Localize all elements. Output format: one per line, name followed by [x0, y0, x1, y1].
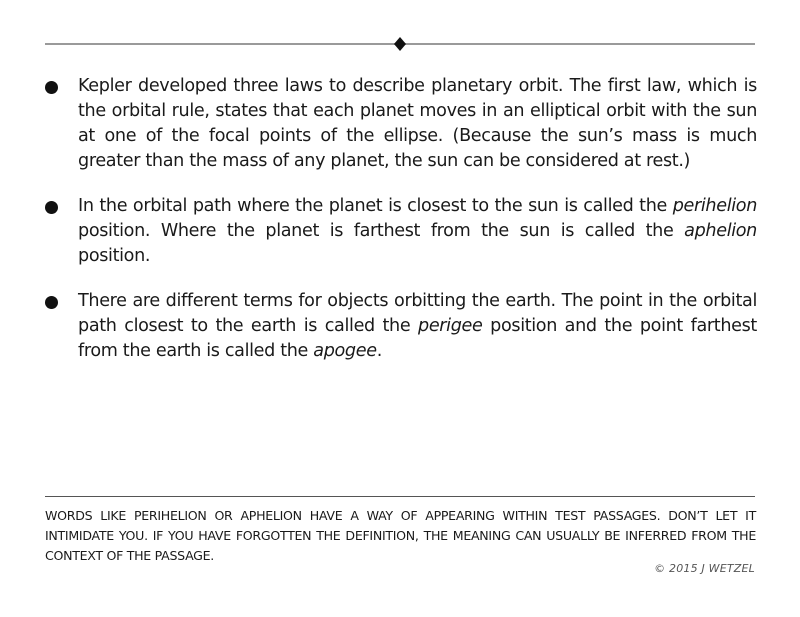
bullet-item-kepler-laws — [45, 74, 757, 174]
bullet-text: . — [376, 341, 382, 361]
footnote-divider-rule — [45, 496, 755, 497]
bullet-dot-icon — [45, 201, 58, 214]
bullet-item-perihelion-aphelion — [45, 194, 757, 269]
term-perihelion: perihelion — [672, 196, 757, 216]
bullet-text: position. Where the planet is farthest from the sun is called the — [78, 221, 685, 241]
bullet-text: In the orbital path where the planet is closest to the sun is called the — [78, 196, 673, 216]
bullet-text: There are different terms for objects orbitting the earth. The point in the orbital path closest to the earth is called the — [78, 291, 757, 336]
copyright-notice: © 2015 J WETZEL — [654, 562, 755, 575]
bullet-text: Kepler developed three laws to describe planetary orbit. The first law, which is the orbital rule, states that each planet moves in an elliptical orbit with the sun at one of the focal points of the ellipse. (Because the sun’s mass is much greater than the mass of any planet, the sun can be considered at rest.) — [78, 76, 757, 171]
term-apogee: apogee — [313, 341, 377, 361]
diamond-ornament-icon — [394, 37, 406, 51]
bullet-text: position. — [78, 246, 151, 266]
bullet-list — [45, 74, 757, 384]
bullet-item-perigee-apogee — [45, 289, 757, 364]
bullet-dot-icon — [45, 296, 58, 309]
term-perigee: perigee — [418, 316, 483, 336]
footnote-text: WORDS LIKE PERIHELION OR APHELION HAVE A WAY OF APPEARING WITHIN TEST PASSAGES. DON’T LET IT INTIMIDATE YOU. IF YOU HAVE FORGOTTEN THE DEFINITION, THE MEANING CAN USUALLY BE INFERRED FROM THE CONTEXT OF THE PASSAGE. — [45, 508, 756, 563]
term-aphelion: aphelion — [684, 221, 757, 241]
bullet-text: position and the point farthest from the earth is called the — [78, 316, 757, 361]
bullet-dot-icon — [45, 81, 58, 94]
